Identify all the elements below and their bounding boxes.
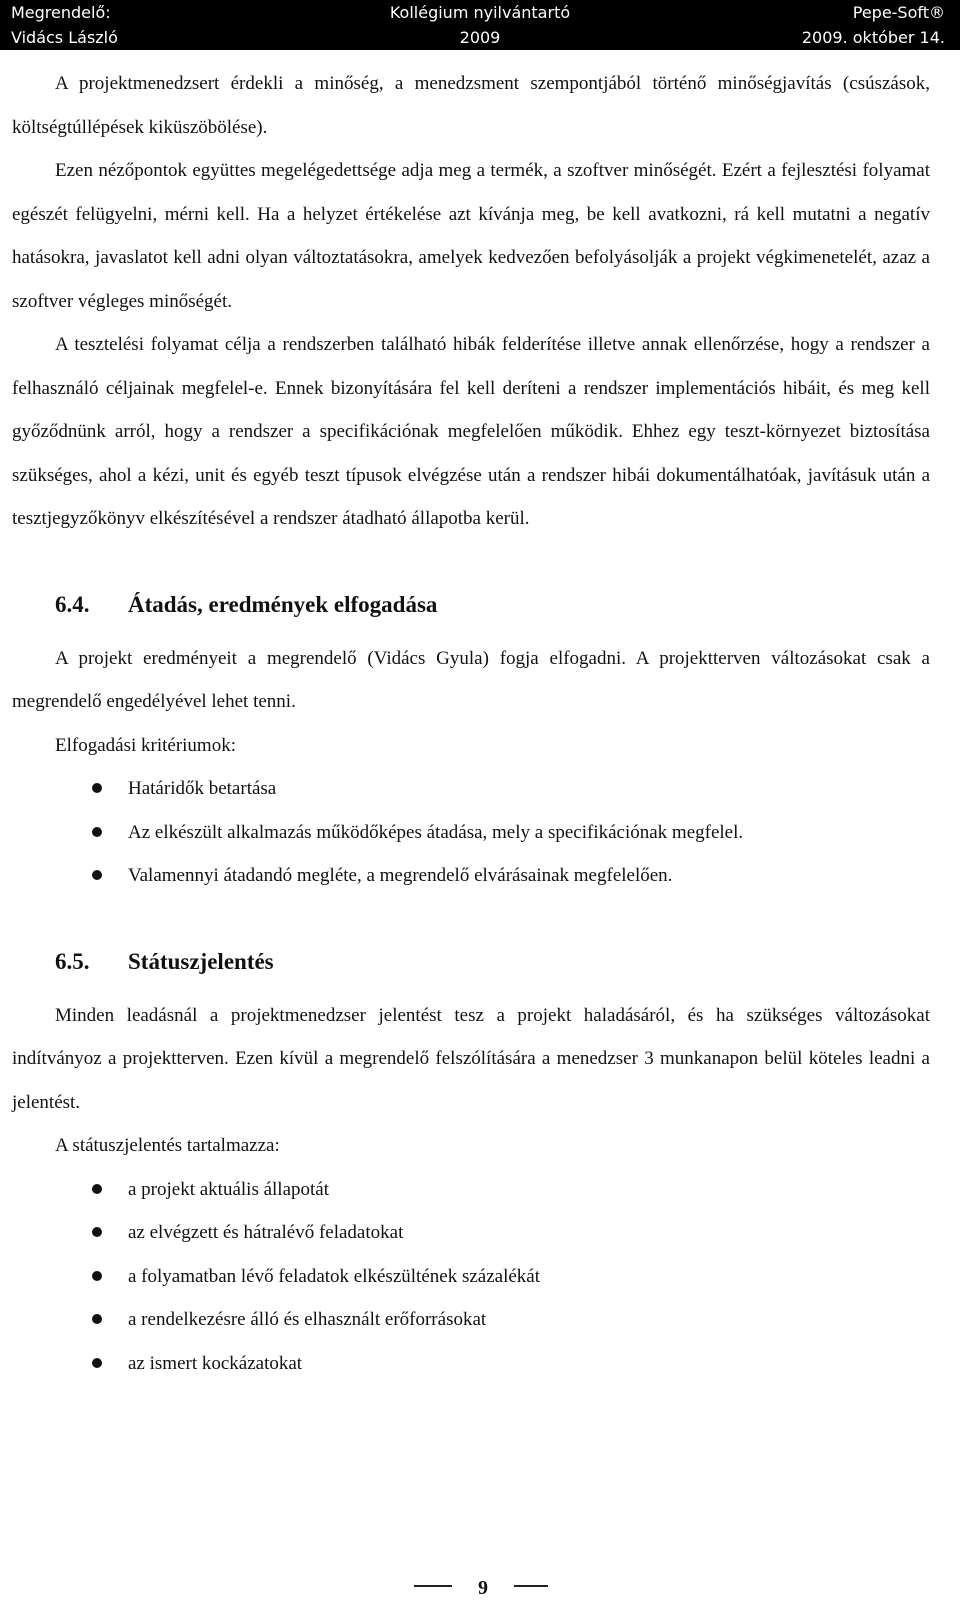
- list-item-text: a rendelkezésre álló és elhasznált erőforrásokat: [128, 1309, 487, 1330]
- footer-rule-left: [414, 1585, 452, 1587]
- paragraph-quality-viewpoints: Ezen nézőpontok együttes megelégedettsége adja meg a termék, a szoftver minőségét. Ezért a fejlesztési folyamat egészét felügyelni, mérni kell. Ha a helyzet értékelése azt kívánja meg, be kell avatkozni, rá kell mutatni a negatív hatásokra, javaslatot kell adni olyan változtatásokra, amelyek kedvezően befolyásolják a projekt végkimenetelét, azaz a szoftver végleges minőségét.: [12, 160, 930, 312]
- section-heading-6-5: [12, 934, 930, 994]
- list-item-text: az elvégzett és hátralévő feladatokat: [128, 1222, 404, 1243]
- list-item: [12, 1168, 930, 1212]
- acceptance-criteria-list: [12, 767, 930, 898]
- section-title: Státuszjelentés: [128, 948, 274, 974]
- status-report-contents-list: [12, 1168, 930, 1386]
- bullet-icon: [92, 1314, 102, 1324]
- bullet-icon: [92, 870, 102, 880]
- bullet-icon: [92, 1271, 102, 1281]
- bullet-icon: [92, 1184, 102, 1194]
- bullet-icon: [92, 1227, 102, 1237]
- list-item-text: a folyamatban lévő feladatok elkészültének százalékát: [128, 1265, 540, 1287]
- list-item: [12, 1255, 930, 1299]
- list-item-text: Az elkészült alkalmazás működőképes átadása, mely a specifikációnak megfelel.: [128, 821, 744, 843]
- header-client-name: Vidács László: [11, 28, 118, 47]
- header-client-label: Megrendelő:: [11, 3, 111, 22]
- status-report-contents-label: A státuszjelentés tartalmazza:: [55, 1135, 280, 1156]
- page-footer: [0, 1570, 960, 1599]
- bullet-icon: [92, 1358, 102, 1368]
- paragraph-status-report: Minden leadásnál a projektmenedzser jelentést tesz a projekt haladásáról, és ha szükséges változásokat indítványoz a projektterven. Ezen kívül a megrendelő felszólítására a menedzser 3 munkanapon belül köteles leadni a jelentést.: [12, 1004, 930, 1113]
- acceptance-criteria-label: Elfogadási kritériumok:: [55, 734, 236, 756]
- header-year: 2009: [459, 28, 501, 47]
- list-item-text: Valamennyi átadandó megléte, a megrendelő elvárásainak megfelelően.: [128, 865, 673, 886]
- paragraph-quality-management: A projektmenedzsert érdekli a minőség, a menedzsment szempontjából történő minőségjavítás (csúszások, költségtúllépések kiküszöbölése).: [12, 73, 930, 138]
- bullet-icon: [92, 827, 102, 837]
- section-number: 6.5.: [55, 948, 90, 974]
- section-number: 6.4.: [55, 591, 90, 617]
- list-item: [12, 811, 930, 855]
- header-right: [802, 0, 945, 50]
- list-item: [12, 1298, 930, 1342]
- header-project-name: Kollégium nyilvántartó: [389, 3, 571, 22]
- list-item: [12, 854, 930, 898]
- document-body: [12, 62, 930, 1385]
- page-number: 9: [478, 1577, 488, 1599]
- list-item: [12, 1211, 930, 1255]
- list-item-text: az ismert kockázatokat: [128, 1352, 303, 1374]
- footer-rule-right: [514, 1585, 548, 1587]
- paragraph-testing-process: A tesztelési folyamat célja a rendszerben található hibák felderítése illetve annak ellenőrzése, hogy a rendszer a felhasználó céljainak megfelel-e. Ennek bizonyítására fel kell deríteni a rendszer implementációs hibáit, és meg kell győződnünk arról, hogy a rendszer a specifikációnak megfelelően működik. Ehhez egy teszt-környezet biztosítása szükséges, ahol a kézi, unit és egyéb teszt típusok elvégzése után a rendszer hibái dokumentálhatóak, javításuk után a tesztjegyzőkönyv elkészítésével a rendszer átadható állapotba kerül.: [12, 334, 930, 529]
- paragraph-acceptance: A projekt eredményeit a megrendelő (Vidács Gyula) fogja elfogadni. A projektterven változásokat csak a megrendelő engedélyével lehet tenni.: [12, 647, 930, 712]
- list-item: [12, 1342, 930, 1386]
- header-company: Pepe-Soft®: [852, 3, 945, 22]
- list-item-text: Határidők betartása: [128, 778, 277, 799]
- section-title: Átadás, eredmények elfogadása: [128, 591, 438, 617]
- header-date: 2009. október 14.: [801, 28, 945, 47]
- list-item-text: a projekt aktuális állapotát: [128, 1178, 330, 1200]
- bullet-icon: [92, 783, 102, 793]
- list-item: [12, 767, 930, 811]
- section-heading-6-4: [12, 577, 930, 637]
- page-header: [0, 0, 960, 50]
